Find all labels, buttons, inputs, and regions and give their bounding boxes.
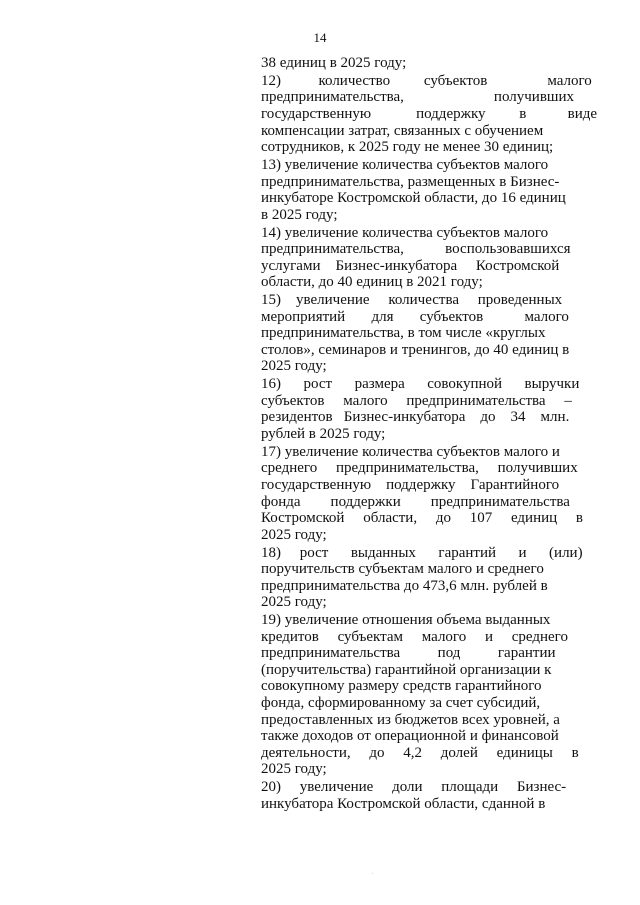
- footer-mark: .: [372, 870, 374, 876]
- list-item-20: 20) увеличение доли площади Бизнес- инкубатора Костромской области, сданной в: [261, 779, 567, 812]
- list-item-14: 14) увеличение количества субъектов малого предпринимательства, воспользовавшихся услугами Бизнес-инкубатора Костромской области, до 40 единиц в 2021 году;: [261, 224, 571, 291]
- list-item-15: 15) увеличение количества проведенных мероприятий для субъектов малого предпринимательства, в том числе «круглых столов», семинаров и тренингов, до 40 единиц в 2025 году;: [261, 292, 570, 375]
- page-number: 14: [313, 30, 327, 45]
- list-item-16: 16) рост размера совокупной выручки субъектов малого предпринимательства – резидентов Бизнес-инкубатора до 34 млн. рублей в 2025 году;: [261, 376, 580, 442]
- list-item-18: 18) рост выданных гарантий и (или) поручительств субъектам малого и среднего предпринимательства до 473,6 млн. рублей в 2025 году;: [261, 544, 583, 611]
- list-item-19: 19) увеличение отношения объема выданных кредитов субъектам малого и среднего предпринимательства под гарантии (поручительства) гарантийной организации к совокупному размеру средств гарантийного фонда, сформированному за счет субсидий, предоставленных из бюджетов всех уровней, а также доходов от операционной и финансовой деятельности, до 4,2 долей единицы в 2025 году;: [261, 612, 579, 778]
- list-item-13: 13) увеличение количества субъектов малого предпринимательства, размещенных в Бизнес- инкубаторе Костромской области, до 16 единиц в 2025 году;: [261, 156, 566, 223]
- list-item-12: 12) количество субъектов малого предпринимательства, получивших государственную поддержку в виде компенсации затрат, связанных с обучением сотрудников, к 2025 году не менее 30 единиц;: [261, 72, 598, 156]
- document-body: [261, 55, 598, 814]
- continuation-line: 38 единиц в 2025 году;: [261, 55, 407, 71]
- list-item-17: 17) увеличение количества субъектов малого и среднего предпринимательства, получивших государственную поддержку Гарантийного фонда поддержки предпринимательства Костромской области, до 107 единиц в 2025 году;: [261, 443, 584, 543]
